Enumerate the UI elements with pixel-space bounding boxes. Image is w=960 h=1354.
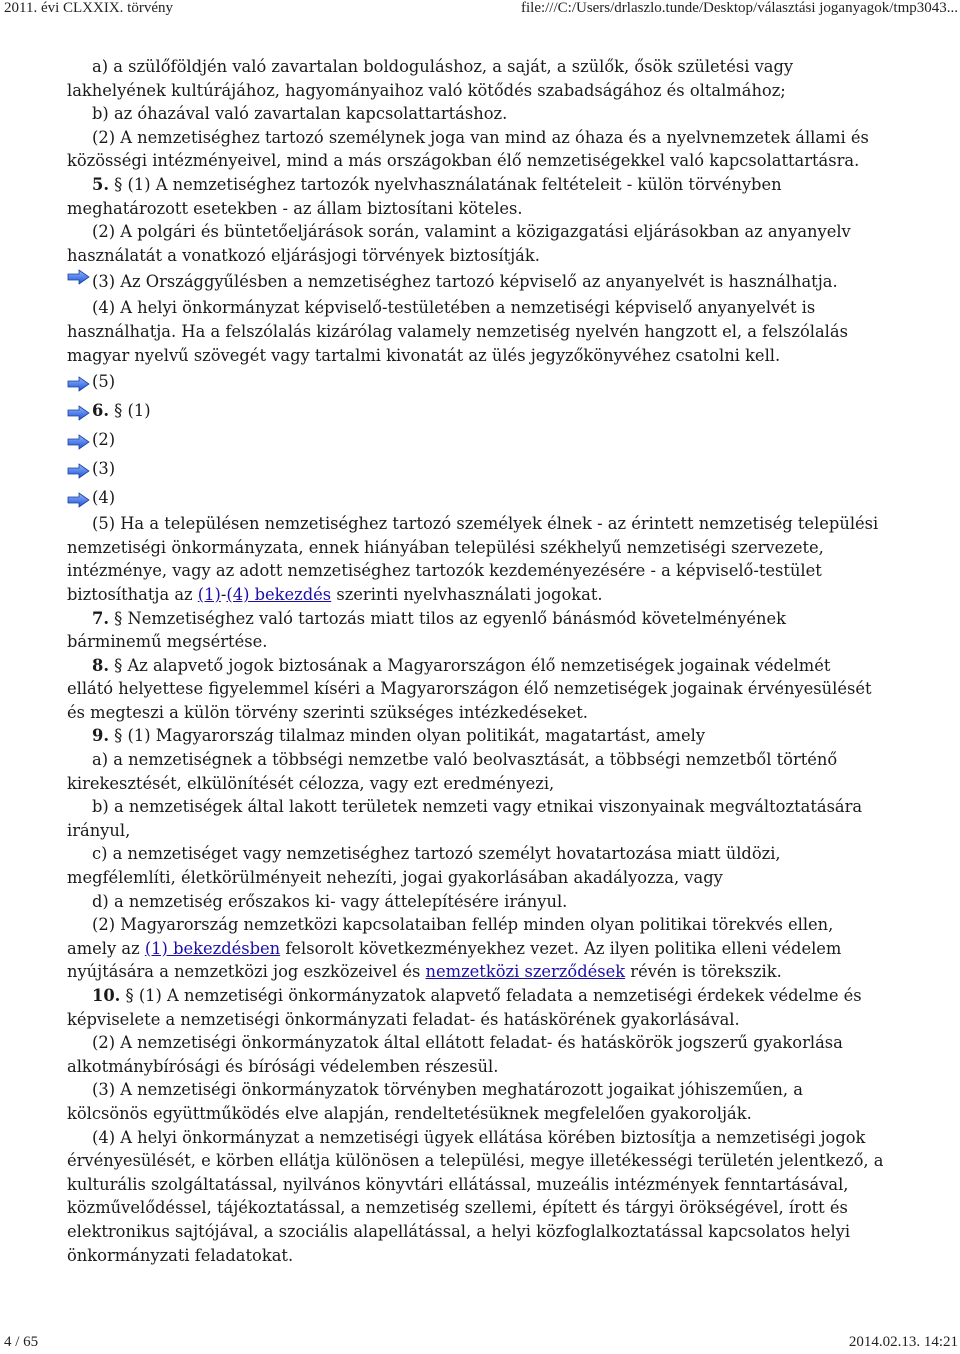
text-line [67, 583, 897, 607]
text-span: megfélemlíti, életkörülményeit nehezíti, jogai gyakorlásában akadályozza, vagy [67, 868, 723, 888]
text-span: b) az óhazával való zavartalan kapcsolattartáshoz. [92, 104, 508, 124]
text-span: használhatja. Ha a felszólalás kizárólag valamely nemzetiség nyelvén hangzott el, a felszólalás [67, 321, 848, 341]
amendment-arrow-icon[interactable] [67, 372, 90, 388]
text-span: (2) Magyarország nemzetközi kapcsolataiban fellép minden olyan politikai törekvés ellen, [92, 915, 834, 935]
text-line [67, 701, 897, 725]
text-span: biztosíthatja az [67, 584, 198, 604]
text-span: § Nemzetiséghez való tartozás miatt tilos az egyenlő bánásmód követelményének [109, 608, 787, 628]
text-line [67, 890, 897, 914]
text-line [67, 1008, 897, 1032]
text-line [67, 102, 897, 126]
amendment-arrow-icon[interactable] [67, 459, 90, 475]
text-line [67, 842, 897, 866]
text-line [67, 1031, 897, 1055]
text-span: használatát a vonatkozó eljárásjogi törvények biztosítják. [67, 245, 540, 265]
amendment-arrow-icon[interactable] [67, 430, 90, 446]
text-span: intézménye, vagy az adott nemzetiséghez tartozók kezdeményezésére - a képviselő-testület [67, 561, 822, 581]
text-line [67, 1055, 897, 1079]
text-line [67, 483, 897, 512]
text-line [67, 819, 897, 843]
text-line [67, 984, 897, 1008]
text-line [67, 654, 897, 678]
text-span: § (1) [109, 401, 151, 421]
text-line [67, 396, 897, 425]
amendment-arrow-icon[interactable] [67, 265, 90, 281]
text-line [67, 55, 897, 79]
file-path: file:///C:/Users/drlaszlo.tunde/Desktop/választási joganyagok/tmp3043... [520, 0, 958, 16]
text-span: alkotmánybírósági és bírósági védelemben részesül. [67, 1056, 499, 1076]
browser-print-footer [0, 1334, 960, 1354]
text-span: (3) Az Országgyűlésben a nemzetiséghez tartozó képviselő az anyanyelvét is használhatja. [92, 272, 838, 292]
text-span: nyújtására a nemzetközi jog eszközeivel és [67, 962, 426, 982]
text-line [67, 1220, 897, 1244]
text-line [67, 607, 897, 631]
text-span: § Az alapvető jogok biztosának a Magyarországon élő nemzetiségek jogainak védelmét [109, 655, 831, 675]
text-span: érvényesülését, e körben ellátja különösen a települési, megye illetékességi területén jelentkező, a [67, 1151, 884, 1171]
reference-link[interactable]: (1) bekezdésben [144, 938, 281, 958]
text-span: c) a nemzetiséget vagy nemzetiséghez tartozó személyt hovatartozása miatt üldözi, [92, 844, 781, 864]
text-span: § (1) Magyarország tilalmaz minden olyan politikát, magatartást, amely [109, 726, 706, 746]
text-span: és megteszi a külön törvény szerinti szükséges intézkedéseket. [67, 702, 588, 722]
text-span: irányul, [67, 820, 131, 840]
text-span: - [220, 584, 227, 604]
text-line [67, 173, 897, 197]
text-line [67, 866, 897, 890]
text-line [67, 1126, 897, 1150]
text-line [67, 536, 897, 560]
text-span: nemzetiségi önkormányzata, ennek hiányában települési székhelyű nemzetiségi szervezete, [67, 537, 824, 557]
text-span: § (1) A nemzetiséghez tartozók nyelvhasználatának feltételeit - külön törvényben [109, 174, 782, 194]
text-line [67, 79, 897, 103]
text-span: (3) [92, 459, 116, 479]
text-span: révén is törekszik. [625, 962, 782, 982]
text-span: (3) A nemzetiségi önkormányzatok törvényben meghatározott jogaikat jóhiszeműen, a [92, 1080, 803, 1100]
text-span: (4) A helyi önkormányzat a nemzetiségi ügyek ellátása körében biztosítja a nemzetiségi jogok [92, 1127, 866, 1147]
text-line [67, 149, 897, 173]
text-line [67, 748, 897, 772]
text-span: (5) Ha a településen nemzetiséghez tartozó személyek élnek - az érintett nemzetiség települési [92, 514, 879, 534]
text-span: d) a nemzetiség erőszakos ki- vagy áttelepítésére irányul. [92, 891, 568, 911]
text-span: közművelődéssel, tájékoztatással, a nemzetiség szellemi, épített és tárgyi örökségével, írott és [67, 1198, 848, 1218]
document-body [67, 55, 897, 1267]
text-line [67, 244, 897, 268]
text-line [67, 913, 897, 937]
text-span: (2) A polgári és büntetőeljárások során, valamint a közigazgatási eljárásokban az anyanyelv [92, 222, 851, 242]
text-line [67, 454, 897, 483]
text-span: önkormányzati feladatokat. [67, 1245, 294, 1265]
text-span: (2) A nemzetiséghez tartozó személynek joga van mind az óhaza és a nyelvnemzetek állami és [92, 127, 869, 147]
browser-print-header [0, 0, 960, 20]
text-line [67, 677, 897, 701]
text-span: amely az [67, 938, 145, 958]
text-line [67, 559, 897, 583]
reference-link[interactable]: nemzetközi szerződések [425, 962, 626, 982]
section-number: 7. [92, 608, 109, 628]
section-number: 8. [92, 655, 109, 675]
text-line [67, 197, 897, 221]
text-span: elektronikus sajtójával, a szociális alapellátással, a helyi közfoglalkoztatással kapcsolatos helyi [67, 1221, 851, 1241]
section-number: 6. [92, 401, 109, 421]
print-datetime: 2014.02.13. 14:21 [848, 1334, 958, 1350]
text-span: kulturális szolgáltatással, nyilvános könyvtári ellátással, muzeális intézmények fenntartásával, [67, 1174, 849, 1194]
reference-link[interactable]: (1) [197, 584, 221, 604]
text-line [67, 320, 897, 344]
text-span: bárminemű megsértése. [67, 632, 268, 652]
text-span: (2) [92, 430, 116, 450]
text-span: képviselete a nemzetiségi önkormányzati feladat- és hatáskörének gyakorlásával. [67, 1009, 740, 1029]
text-span: közösségi intézményeivel, mind a más országokban élő nemzetiségekkel való kapcsolattartásra. [67, 151, 860, 171]
amendment-arrow-icon[interactable] [67, 401, 90, 417]
text-span: felsorolt következményekhez vezet. Az ilyen politika elleni védelem [280, 938, 842, 958]
text-line [67, 1244, 897, 1268]
text-line [67, 296, 897, 320]
text-span: a) a szülőföldjén való zavartalan boldoguláshoz, a saját, a szülők, ősök születési vagy [92, 57, 794, 76]
text-span: § (1) A nemzetiségi önkormányzatok alapvető feladata a nemzetiségi érdekek védelme és [120, 986, 862, 1005]
section-number: 10. [92, 986, 121, 1005]
text-line [67, 512, 897, 536]
text-span: (2) A nemzetiségi önkormányzatok által ellátott feladat- és hatáskörök jogszerű gyakorlása [92, 1033, 843, 1053]
text-line [67, 795, 897, 819]
text-line [67, 1173, 897, 1197]
reference-link[interactable]: (4) bekezdés [226, 584, 332, 604]
section-number: 9. [92, 726, 109, 746]
text-line [67, 630, 897, 654]
text-span: szerinti nyelvhasználati jogokat. [331, 584, 603, 604]
text-line [67, 425, 897, 454]
text-span: kirekesztését, elkülönítését célozza, vagy ezt eredményezi, [67, 773, 555, 793]
text-span: (4) [92, 488, 116, 508]
text-span: (5) [92, 372, 116, 392]
text-span: a) a nemzetiségnek a többségi nemzetbe való beolvasztását, a többségi nemzetből történő [92, 750, 838, 770]
text-line [67, 267, 897, 296]
text-line [67, 367, 897, 396]
text-line [67, 1078, 897, 1102]
text-line [67, 772, 897, 796]
text-span: magyar nyelvű szövegét vagy tartalmi kivonatát az ülés jegyzőkönyvéhez csatolni kell. [67, 345, 781, 365]
text-span: meghatározott esetekben - az állam biztosítani köteles. [67, 198, 523, 218]
text-line [67, 344, 897, 368]
text-span: b) a nemzetiségek által lakott területek nemzeti vagy etnikai viszonyainak megváltoztatására [92, 797, 863, 817]
text-line [67, 937, 897, 961]
text-line [67, 126, 897, 150]
text-line [67, 220, 897, 244]
text-span: lakhelyének kultúrájához, hagyományaihoz való kötődés szabadságához és oltalmához; [67, 80, 786, 100]
text-line [67, 1102, 897, 1126]
text-line [67, 1149, 897, 1173]
amendment-arrow-icon[interactable] [67, 488, 90, 504]
text-span: (4) A helyi önkormányzat képviselő-testületében a nemzetiségi képviselő anyanyelvét is [92, 298, 816, 318]
text-line [67, 960, 897, 984]
document-title: 2011. évi CLXXIX. törvény [4, 0, 173, 16]
text-span: ellátó helyettese figyelemmel kíséri a Magyarországon élő nemzetiségek jogainak érvényesülését [67, 679, 872, 699]
text-line [67, 724, 897, 748]
text-span: kölcsönös együttműködés elve alapján, rendeltetésüknek megfelelően gyakorolják. [67, 1103, 752, 1123]
page-number: 4 / 65 [4, 1334, 39, 1350]
text-line [67, 1196, 897, 1220]
section-number: 5. [92, 174, 109, 194]
